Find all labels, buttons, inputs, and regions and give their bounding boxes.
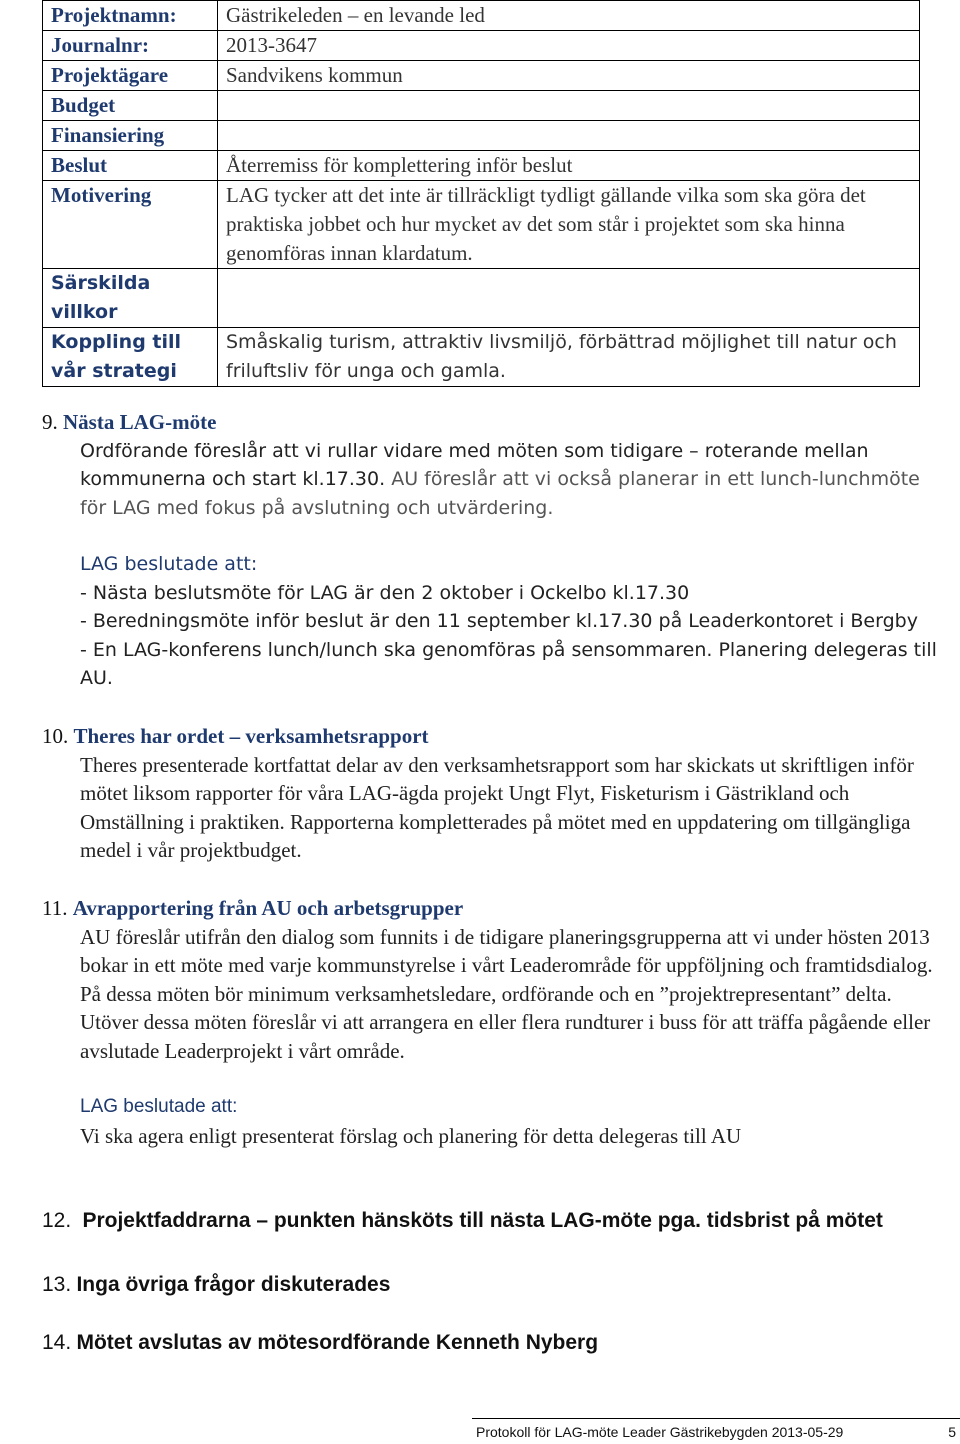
section-heading: Nästa LAG-möte <box>63 410 217 434</box>
table-row <box>43 1 920 31</box>
section-heading: Avrapportering från AU och arbetsgrupper <box>72 896 464 920</box>
row-label: Särskilda villkor <box>43 269 218 328</box>
section-heading: Mötet avslutas av mötesordförande Kenneth Nyberg <box>76 1331 599 1354</box>
section-number: 9. <box>42 410 58 434</box>
section-number: 10. <box>42 724 69 748</box>
section-text: AU föreslår utifrån den dialog som funnits i de tidigare planeringsgrupperna att vi under hösten 2013 bokar in ett möte med varje kommunstyrelse i vårt Leaderområde för uppföljning och framtidsdialog. På dessa möten bör minimum verksamhetsledare, ordförande och en ”projektrepresentant” delta. Utöver dessa möten föreslår vi att arrangera en eller flera rundturer i buss för att träffa pågående eller avslutade Leaderprojekt i vårt område. <box>80 924 933 1063</box>
section-text: Theres presenterade kortfattat delar av den verksamhetsrapport som har skickats ut skriftligen inför mötet liksom rapporter för våra LAG-ägda projekt Ungt Flyt, Fisketurism i Gästrikland och Omställning i praktiken. Rapporterna kompletterades på mötet med en uppdatering om tillgängliga medel i vår projektbudget. <box>80 752 914 862</box>
table-row <box>43 181 920 269</box>
section-14 <box>42 1328 942 1358</box>
row-value: Sandvikens kommun <box>218 61 920 91</box>
section-9 <box>42 408 942 693</box>
decision-label: LAG beslutade att: <box>80 553 258 575</box>
row-label: Budget <box>43 91 218 121</box>
decision-item: - Nästa beslutsmöte för LAG är den 2 oktober i Ockelbo kl.17.30 <box>80 581 690 604</box>
footer-divider <box>472 1418 960 1419</box>
table-row <box>43 121 920 151</box>
row-value <box>218 121 920 151</box>
table-row <box>43 91 920 121</box>
row-value: Småskalig turism, attraktiv livsmiljö, förbättrad möjlighet till natur och friluftsliv för unga och gamla. <box>218 328 920 387</box>
table-row <box>43 61 920 91</box>
section-10 <box>42 722 942 865</box>
page-number: 5 <box>948 1424 956 1440</box>
table-row <box>43 31 920 61</box>
row-label: Projektägare <box>43 61 218 91</box>
row-label: Projektnamn: <box>43 1 218 31</box>
section-number: 13. <box>42 1273 72 1296</box>
table-row <box>43 269 920 328</box>
row-value: LAG tycker att det inte är tillräckligt tydligt gällande vilka som ska göra det praktiska jobbet och hur mycket av det som står i projektet som ska hinna genomföras innan klardatum. <box>218 181 920 269</box>
row-value <box>218 269 920 328</box>
project-info-table <box>42 0 920 387</box>
section-heading: Inga övriga frågor diskuterades <box>76 1273 391 1296</box>
decision-list <box>80 579 942 693</box>
section-number: 11. <box>42 896 68 920</box>
table-row <box>43 151 920 181</box>
row-label: Finansiering <box>43 121 218 151</box>
section-text-a: Ordförande föreslår att vi rullar vidare med möten som tidigare – roterande mellan kommunerna och start kl.17.30. <box>80 439 869 490</box>
section-13 <box>42 1270 942 1300</box>
decision-item: - En LAG-konferens lunch/lunch ska genomföras på sensommaren. Planering delegeras till AU. <box>80 638 937 689</box>
decision-label: LAG beslutade att: <box>80 1096 238 1117</box>
section-heading: Theres har ordet – verksamhetsrapport <box>73 724 429 748</box>
row-label: Motivering <box>43 181 218 269</box>
footer-title: Protokoll för LAG-möte Leader Gästrikebygden 2013-05-29 <box>476 1424 844 1440</box>
decision-text: Vi ska agera enligt presenterat förslag och planering för detta delegeras till AU <box>80 1123 742 1148</box>
table-row <box>43 328 920 387</box>
row-label: Journalnr: <box>43 31 218 61</box>
row-value: 2013-3647 <box>218 31 920 61</box>
section-12 <box>42 1206 942 1236</box>
section-text <box>80 437 942 523</box>
row-value: Gästrikeleden – en levande led <box>218 1 920 31</box>
decision-item: - Beredningsmöte inför beslut är den 11 september kl.17.30 på Leaderkontoret i Bergby <box>80 610 918 632</box>
row-label: Beslut <box>43 151 218 181</box>
section-11 <box>42 894 942 1150</box>
section-text-b: AU föreslår att vi också planerar in ett lunch-lunchmöte för LAG med fokus på avslutning och utvärdering. <box>80 468 920 519</box>
section-number: 12. <box>42 1209 72 1232</box>
row-value: Återremiss för komplettering inför beslut <box>218 151 920 181</box>
row-label: Koppling till vår strategi <box>43 328 218 387</box>
section-heading: Projektfaddrarna – punkten hänsköts till nästa LAG-möte pga. tidsbrist på mötet <box>82 1209 883 1232</box>
section-number: 14. <box>42 1331 72 1354</box>
row-value <box>218 91 920 121</box>
